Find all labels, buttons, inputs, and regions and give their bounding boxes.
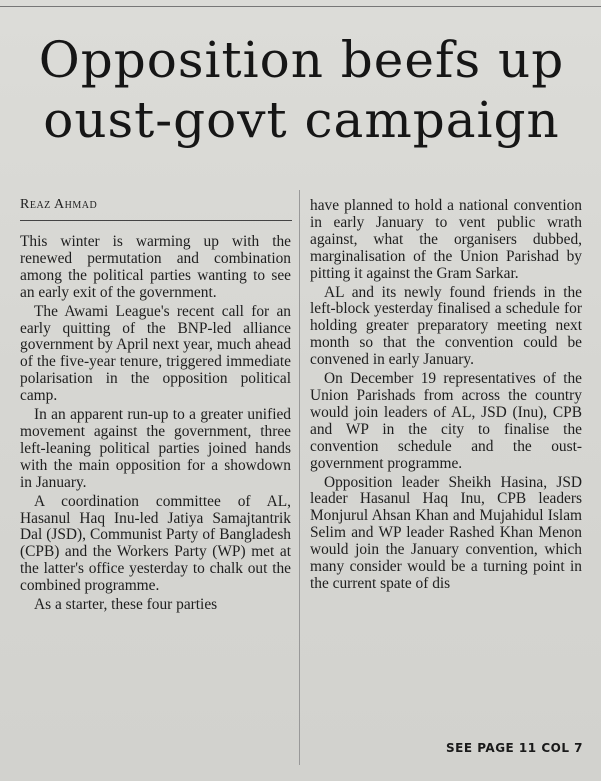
column-divider xyxy=(299,190,300,765)
paragraph: This winter is warming up with the renewed permutation and combination among the political parties wanting to see an early exit of the government. xyxy=(20,234,291,301)
byline: Reaz Ahmad xyxy=(20,197,98,212)
article-column-left xyxy=(20,234,291,759)
byline-rule xyxy=(20,220,292,221)
headline-line-2: oust-govt campaign xyxy=(43,91,560,149)
top-rule xyxy=(0,6,601,7)
headline-line-1: Opposition beefs up xyxy=(38,31,565,89)
paragraph: The Awami League's recent call for an early quitting of the BNP-led alliance government by April next year, much ahead of the five-year tenure, triggered immediate polarisation in the opposition political camp. xyxy=(20,302,291,405)
paragraph: A coordination committee of AL, Hasanul Haq Inu-led Jatiya Samajtantrik Dal (JSD), Communist Party of Bangladesh (CPB) and the Workers Party (WP) met at the latter's office yesterday to chalk out the combined programme. xyxy=(20,492,291,595)
paragraph: In an apparent run-up to a greater unified movement against the government, three left-leaning political parties joined hands with the main opposition for a showdown in January. xyxy=(20,406,291,491)
paragraph: As a starter, these four parties xyxy=(34,596,218,614)
paragraph: have planned to hold a national convention in early January to vent public wrath against, what the organisers dubbed, marginalisation of the Union Parishad by pitting it against the Gram Sarkar. xyxy=(310,198,582,282)
paragraph: Opposition leader Sheikh Hasina, JSD leader Hasanul Haq Inu, CPB leaders Monjurul Ahsan Khan and Mujahidul Islam Selim and WP leader Rashed Khan Menon would join the January convention, which many consider would be a turning point in the current spate of dis xyxy=(310,473,582,592)
paragraph: On December 19 representatives of the Union Parishads from across the country would join leaders of AL, JSD (Inu), CPB and WP in the city to finalise the convention schedule and the oust-government programme. xyxy=(310,370,582,472)
article-column-right xyxy=(310,198,582,743)
jump-line: SEE PAGE 11 COL 7 xyxy=(446,741,583,755)
headline xyxy=(14,30,589,150)
paragraph: AL and its newly found friends in the left-block yesterday finalised a schedule for holding greater preparatory meeting next month so that the convention could be convened in early January. xyxy=(310,283,582,369)
